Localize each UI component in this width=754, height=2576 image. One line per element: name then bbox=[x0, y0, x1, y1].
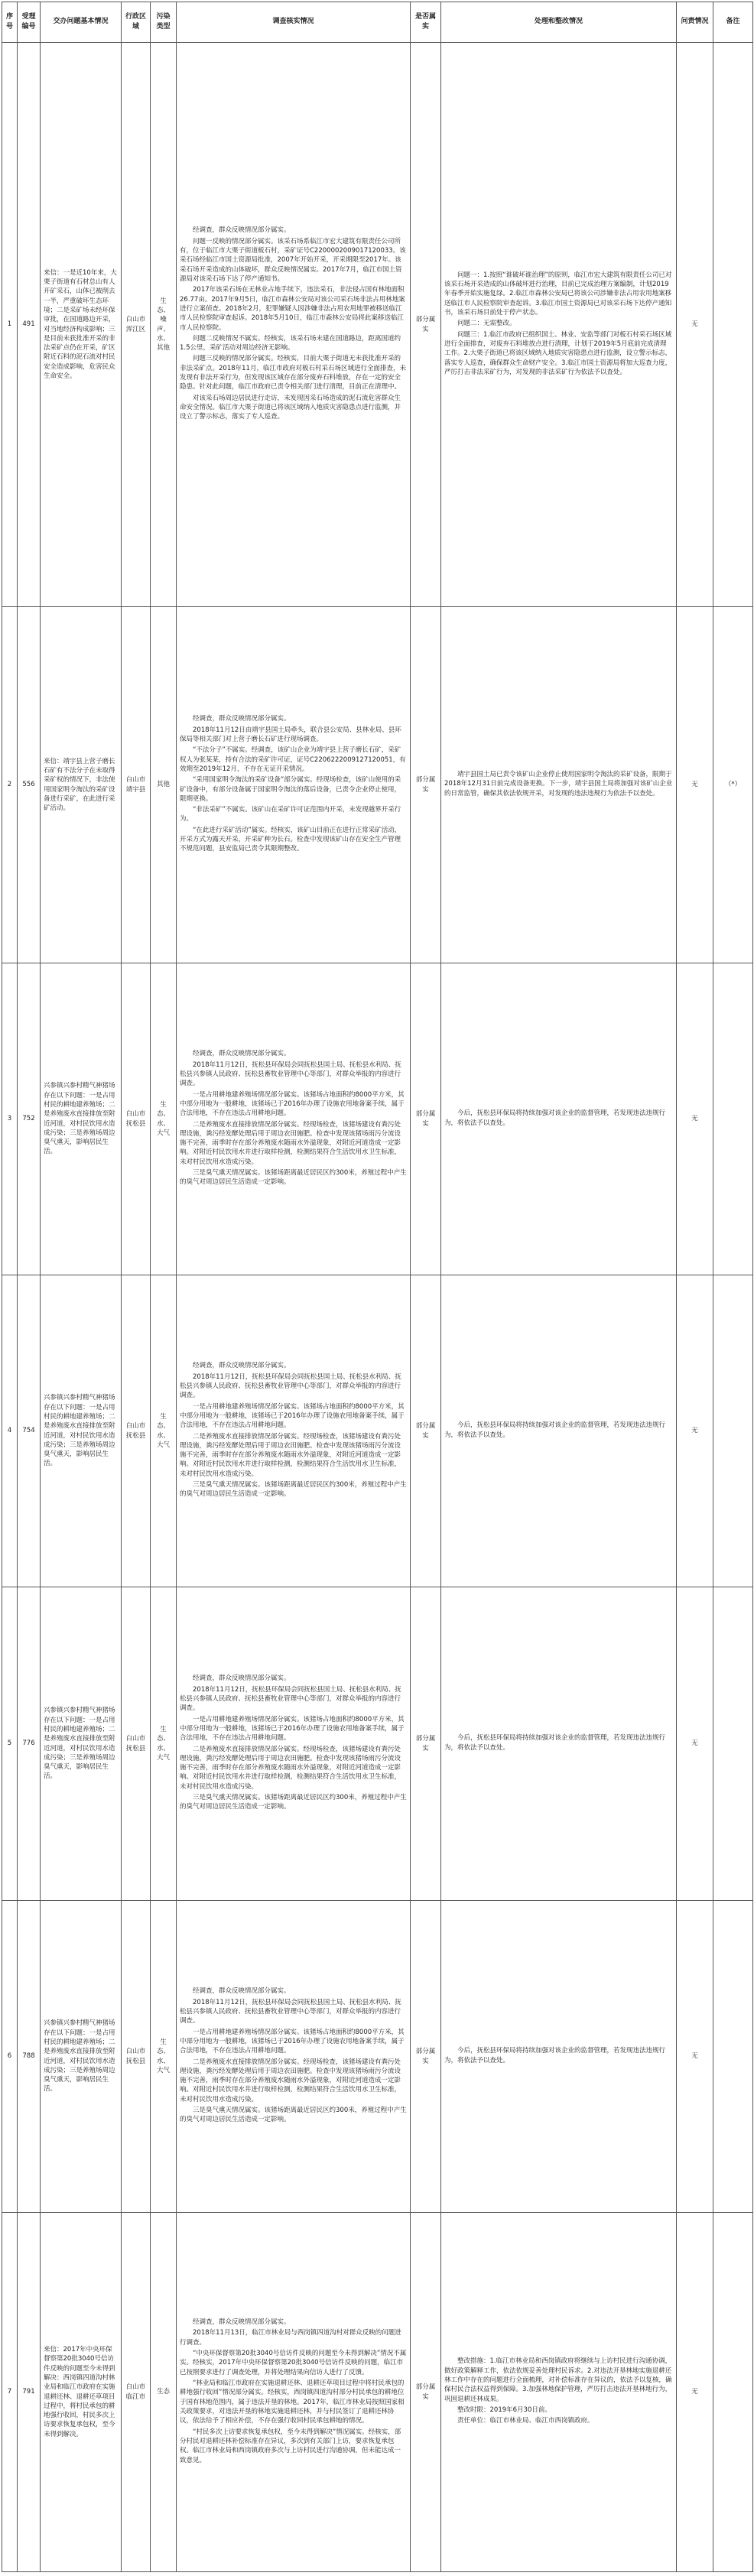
header-remark: 备注 bbox=[713, 2, 753, 43]
cell-accountability: 无 bbox=[677, 1275, 713, 1587]
cell-basic: 兴参镇兴参村精气神猪场存在以下问题：一是占用村民的耕地建养殖场；二是养殖废水直接排放至附近河道，对村民饮用水造成污染；三是养殖场周边臭气熏天，影响居民生活。 bbox=[41, 1275, 122, 1587]
cell-region: 白山市抚松县 bbox=[122, 1587, 151, 1901]
table-row bbox=[2, 2213, 753, 2572]
cell-basic: 来信：2017年中央环保督察第20批3040号信访件反映的问题至今未得到解决：西岗镇四道沟村林业局和临江市政府在实施退耕还林、退耕还草项目过程中，将村民承包的耕地强行收回，村民多次上访要求恢复承包权，至今未得到解决。 bbox=[41, 2213, 122, 2572]
cell-investigation bbox=[177, 43, 411, 607]
cell-remark bbox=[713, 963, 753, 1275]
cell-region: 白山市浑江区 bbox=[122, 43, 151, 607]
cell-seq: 4 bbox=[2, 1275, 18, 1587]
investigation-paragraph: 对该采石场周边居民进行走访，未发现因采石场造成的泥石流危害群众生命安全情况。临江市大栗子街道已将该区域纳入地质灾害隐患点进行监测，并设立了警示标志，落实了专人巡查。 bbox=[180, 394, 401, 421]
investigation-paragraph: “林业局和临江市政府在实施退耕还林、退耕还草项目过程中将村民承包的耕地强行收回”情况部分属实。经核实，西岗镇四道沟村部分村民承包的耕地位于国有林地范围内，属于违法开垦的林地。2017年，临江市林业局按照国家相关政策要求，对违法开垦的林地实施退耕还林，并与村民签订了退耕还林协议，依法给予了相应补偿，不存在强行收回村民承包耕地的情况。 bbox=[180, 2379, 405, 2425]
investigation-paragraph: “中央环保督察第20批3040号信访件反映的问题至今未得到解决”情况不属实。经核实，2017年中央环保督察第20批3040号信访件反映的问题，临江市已按照要求进行了调查处理，并将处理结果向信访人进行了反馈。 bbox=[180, 2350, 407, 2376]
cell-seq: 2 bbox=[2, 607, 18, 963]
cell-handling bbox=[441, 2213, 677, 2572]
cell-handling bbox=[441, 43, 677, 607]
cell-handling bbox=[441, 1587, 677, 1901]
investigation-paragraph: 一是占用耕地建养殖场情况部分属实。该猪场占地面积约8000平方米，其中部分用地为一般耕地，该猪场已于2016年办理了设施农用地备案手续，属于合法用地，不存在违法占用耕地问题。 bbox=[180, 1402, 405, 1430]
investigation-paragraph: 2018年11月12日，抚松县环保局会同抚松县国土局、抚松县水利局、抚松县兴参镇人民政府、抚松县畜牧业管理中心等部门，对群众举报的内容进行调查。 bbox=[180, 1685, 401, 1713]
cell-basic: 兴参镇兴参村精气神猪场存在以下问题：一是占用村民的耕地建养殖场；二是养殖废水直接排放至附近河道，对村民饮用水造成污染；三是养殖场周边臭气熏天，影响居民生活。 bbox=[41, 1587, 122, 1901]
investigation-paragraph: 经调查，群众反映情况部分属实。 bbox=[193, 1050, 291, 1058]
cell-seq: 6 bbox=[2, 1901, 18, 2213]
cell-remark bbox=[713, 1275, 753, 1587]
investigation-paragraph: 三是臭气熏天情况属实。该猪场距离最近居民区约300米，养殖过程中产生的臭气对周边居民生活造成一定影响。 bbox=[180, 2107, 407, 2124]
table-row bbox=[2, 1587, 753, 1901]
handling-paragraph: 问题一：1.按照“谁破坏谁治理”的原则，临江市宏大建筑有限责任公司已对该采石场开采造成的山体破坏进行治理，目前已完成治理方案编制，计划2019年春季开始实施复绿。2.临江市森林公安局已将该公司涉嫌非法占用农用地案移送临江市人民检察院审查起诉。3.临江市国土资源局已对该采石场下达停产通知书，该采石场目前处于停产状态。 bbox=[444, 271, 672, 317]
cell-accountability: 无 bbox=[677, 1587, 713, 1901]
investigation-paragraph: “村民多次上访要求恢复承包权，至今未得到解决”情况属实。经核实，部分村民对退耕还林补偿标准存在异议，多次到有关部门上访，要求恢复承包权。临江市林业局和西岗镇政府多次与上访村民进行沟通协调，但未能达成一致意见。 bbox=[180, 2428, 401, 2464]
cell-id: 788 bbox=[18, 1901, 41, 2213]
cell-seq: 3 bbox=[2, 963, 18, 1275]
table-row bbox=[2, 1275, 753, 1587]
investigation-paragraph: “在此进行采矿活动”属实。经核实，该矿山目前正在进行正常采矿活动，开采方式为露天开采，开采矿种为长石。检查中发现该矿山存在安全生产管理不规范问题，县安监局已责令其限期整改。 bbox=[180, 826, 401, 853]
cell-accountability: 无 bbox=[677, 43, 713, 607]
cell-region: 白山市抚松县 bbox=[122, 963, 151, 1275]
investigation-paragraph: 三是臭气熏天情况属实。该猪场距离最近居民区约300米，养殖过程中产生的臭气对周边居民生活造成一定影响。 bbox=[180, 1169, 407, 1187]
investigation-paragraph: 二是养殖废水直接排放情况部分属实。经现场检查，该猪场建设有粪污处理设施，粪污经发酵处理后用于周边农田施肥。检查中发现该猪场雨污分流设施不完善，雨季时存在部分养殖废水随雨水外溢现象，对附近河道造成一定影响。对附近村民饮用水井进行取样检测，检测结果符合生活饮用水卫生标准，未对村民饮用水造成污染。 bbox=[180, 1120, 401, 1166]
investigation-paragraph: 2018年11月12日，抚松县环保局会同抚松县国土局、抚松县水利局、抚松县兴参镇人民政府、抚松县畜牧业管理中心等部门，对群众举报的内容进行调查。 bbox=[180, 1998, 401, 2025]
cell-basic: 兴参镇兴参村精气神猪场存在以下问题：一是占用村民的耕地建养殖场；二是养殖废水直接排放至附近河道，对村民饮用水造成污染；三是养殖场周边臭气熏天，影响居民生活。 bbox=[41, 963, 122, 1275]
cell-basic: 来信：一是近10年来，大栗子街道有石材总山有人开矿采石，山体已被削去一半，严重破坏生态环境；二是采矿场未经环保审批，在国道路边开采，对当地经济构成影响；三是目前未获批准开采的非法采矿点仍在开采，矿区附近石料的泥石流对村民安全造成影响，危害民众生命安全。 bbox=[41, 43, 122, 607]
investigation-paragraph: 2017年该采石场在无林业占地手续下，违法采石，非法侵占国有林地面积26.77亩。2017年9月5日，临江市森林公安局对该公司采石场非法占用林地案进行立案侦查。2018年2月，犯罪嫌疑人因涉嫌非法占用农用地罪被移送临江市人民检察院审查起诉。2018年5月10日，临江市森林公安局将此案移送临江市人民检察院。 bbox=[180, 286, 405, 332]
cell-region: 白山市靖宇县 bbox=[122, 607, 151, 963]
table-header-row bbox=[2, 2, 753, 43]
investigation-paragraph: 二是养殖废水直接排放情况部分属实。经现场检查，该猪场建设有粪污处理设施，粪污经发酵处理后用于周边农田施肥。检查中发现该猪场雨污分流设施不完善，雨季时存在部分养殖废水随雨水外溢现象，对附近河道造成一定影响。对附近村民饮用水井进行取样检测，检测结果符合生活饮用水卫生标准，未对村民饮用水造成污染。 bbox=[180, 1432, 401, 1478]
cell-id: 754 bbox=[18, 1275, 41, 1587]
handling-paragraph: 靖宇县国土局已责令该矿山企业停止使用国家明令淘汰的采矿设备，限期于2018年12月31日前完成设备更换。下一步，靖宇县国土局将加强对该矿山企业的日常监管，确保其依法依规开采，对发现的违法违规行为依法予以查处。 bbox=[444, 771, 673, 797]
investigation-paragraph: 经调查，群众反映情况部分属实。 bbox=[193, 715, 291, 723]
cell-remark bbox=[713, 43, 753, 607]
cell-pollution: 生态、水、大气 bbox=[151, 963, 177, 1275]
investigation-paragraph: “采用国家明令淘汰的采矿设备”部分属实。经现场检查，该矿山使用的采矿设备中，有部分设备属于国家明令淘汰的落后设备，已责令企业停止使用，限期更换。 bbox=[180, 776, 401, 803]
handling-paragraph: 整改措施：1.临江市林业局和西岗镇政府将继续与上访村民进行沟通协调，做好政策解释工作，依法依规妥善处理村民诉求。2.对违法开垦林地实施退耕还林工作中存在的问题进行全面梳理，对补偿标准存在异议的，依法予以复核，确保村民合法权益得到保障。3.加强林地保护管理，严厉打击违法开垦林地行为，巩固退耕还林成果。 bbox=[444, 2357, 672, 2403]
cell-verify: 部分属实 bbox=[411, 2213, 441, 2572]
header-region: 行政区域 bbox=[122, 2, 151, 43]
cell-seq: 7 bbox=[2, 2213, 18, 2572]
cell-remark bbox=[713, 1587, 753, 1901]
handling-paragraph: 责任单位：临江市林业局、临江市西岗镇政府。 bbox=[457, 2417, 594, 2425]
cell-handling bbox=[441, 607, 677, 963]
header-verify: 是否属实 bbox=[411, 2, 441, 43]
cell-handling bbox=[441, 963, 677, 1275]
header-accountability: 问责情况 bbox=[677, 2, 713, 43]
investigation-paragraph: 二是养殖废水直接排放情况部分属实。经现场检查，该猪场建设有粪污处理设施，粪污经发酵处理后用于周边农田施肥。检查中发现该猪场雨污分流设施不完善，雨季时存在部分养殖废水随雨水外溢现象，对附近河道造成一定影响。对附近村民饮用水井进行取样检测，检测结果符合生活饮用水卫生标准，未对村民饮用水造成污染。 bbox=[180, 2058, 401, 2103]
cell-investigation bbox=[177, 1587, 411, 1901]
investigation-paragraph: 一是占用耕地建养殖场情况部分属实。该猪场占地面积约8000平方米，其中部分用地为一般耕地，该猪场已于2016年办理了设施农用地备案手续，属于合法用地，不存在违法占用耕地问题。 bbox=[180, 1090, 405, 1118]
handling-paragraph: 问题三：1.临江市政府已组织国土、林业、安监等部门对板石村采石场区域进行全面排查，对废弃石料堆放点进行清理，计划于2019年5月底前完成清理工作。2.大栗子街道已将该区域纳入地质灾害隐患点进行监测，设立警示标志，落实专人巡查，确保群众生命财产安全。3.临江市国土资源局将加大巡查力度，严厉打击非法采矿行为，对发现的非法采矿行为依法予以查处。 bbox=[444, 330, 672, 376]
cell-remark: （*） bbox=[713, 607, 753, 963]
cell-basic: 来信：靖宇县上营子磨长石矿有不法分子在未取得采矿权的情况下，非法使用国家明令淘汰的采矿设备进行采矿，在此进行采矿活动。 bbox=[41, 607, 122, 963]
cell-id: 556 bbox=[18, 607, 41, 963]
investigation-paragraph: 问题一反映的情况部分属实。该采石场系临江市宏大建筑有限责任公司所有，位于临江市大栗子街道板石村，采矿证号C2200002009017120033。该采石场经临江市国土资源局批准，2007年开始开采，开采期限至2017年。该采石场开采造成的山体破坏，群众反映情况属实。2017年7月，临江市国土资源局对该采石场下达了停产通知书。 bbox=[180, 237, 406, 283]
cell-handling bbox=[441, 1275, 677, 1587]
cell-verify: 部分属实 bbox=[411, 607, 441, 963]
investigation-paragraph: 一是占用耕地建养殖场情况部分属实。该猪场占地面积约8000平方米，其中部分用地为一般耕地，该猪场已于2016年办理了设施农用地备案手续，属于合法用地，不存在违法占用耕地问题。 bbox=[180, 2028, 405, 2055]
cell-investigation bbox=[177, 1275, 411, 1587]
investigation-paragraph: 经调查，群众反映情况部分属实。 bbox=[193, 1675, 291, 1683]
handling-paragraph: 今后，抚松县环保局将持续加强对该企业的监督管理，若发现违法违规行为，将依法予以查处。 bbox=[444, 1734, 666, 1752]
header-handling: 处理和整改情况 bbox=[441, 2, 677, 43]
table-row bbox=[2, 963, 753, 1275]
table-row bbox=[2, 1901, 753, 2213]
cell-id: 752 bbox=[18, 963, 41, 1275]
cell-verify: 部分属实 bbox=[411, 1587, 441, 1901]
investigation-paragraph: 经调查，群众反映情况部分属实。 bbox=[193, 2318, 291, 2327]
cell-accountability: 无 bbox=[677, 1901, 713, 2213]
cell-basic: 兴参镇兴参村精气神猪场存在以下问题：一是占用村民的耕地建养殖场；二是养殖废水直接排放至附近河道，对村民饮用水造成污染；三是养殖场周边臭气熏天，影响居民生活。 bbox=[41, 1901, 122, 2213]
header-id: 受理编号 bbox=[18, 2, 41, 43]
cell-accountability: 无 bbox=[677, 963, 713, 1275]
cell-id: 776 bbox=[18, 1587, 41, 1901]
investigation-paragraph: 经调查，群众反映情况部分属实。 bbox=[193, 1362, 291, 1370]
handling-paragraph: 整改时限：2019年6月30日前。 bbox=[457, 2405, 551, 2414]
header-basic: 交办问题基本情况 bbox=[41, 2, 122, 43]
handling-paragraph: 今后，抚松县环保局将持续加强对该企业的监督管理，若发现违法违规行为，将依法予以查处。 bbox=[444, 2047, 666, 2064]
investigation-paragraph: 一是占用耕地建养殖场情况部分属实。该猪场占地面积约8000平方米，其中部分用地为一般耕地，该猪场已于2016年办理了设施农用地备案手续，属于合法用地，不存在违法占用耕地问题。 bbox=[180, 1715, 405, 1743]
cell-pollution: 生态、噪声、水、其他 bbox=[151, 43, 177, 607]
table-row bbox=[2, 43, 753, 607]
cell-pollution: 生态、水、大气 bbox=[151, 1587, 177, 1901]
cell-pollution: 生态 bbox=[151, 2213, 177, 2572]
cell-investigation bbox=[177, 607, 411, 963]
cell-pollution: 生态、水、大气 bbox=[151, 1275, 177, 1587]
handling-paragraph: 问题二：无需整改。 bbox=[457, 320, 516, 328]
investigation-paragraph: 经调查，群众反映情况部分属实。 bbox=[193, 226, 291, 235]
cell-accountability: 无 bbox=[677, 2213, 713, 2572]
investigation-paragraph: 2018年11月12日由靖宇县国土局牵头，联合县公安局、县林业局、县环保局等相关部门对上营子磨长石矿进行现场调查。 bbox=[180, 726, 401, 743]
investigation-paragraph: 2018年11月12日，抚松县环保局会同抚松县国土局、抚松县水利局、抚松县兴参镇人民政府、抚松县畜牧业管理中心等部门，对群众举报的内容进行调查。 bbox=[180, 1061, 401, 1088]
investigation-paragraph: “不法分子”不属实。经调查，该矿山企业为靖宇县上营子磨长石矿，采矿权人为张某某，持有合法的采矿许可证，证号C2206222009127120051，有效期至2019年12月，不存在无证开采情况。 bbox=[180, 746, 406, 773]
report-table bbox=[2, 2, 753, 2572]
cell-investigation bbox=[177, 1901, 411, 2213]
cell-verify: 部分属实 bbox=[411, 43, 441, 607]
cell-region: 白山市抚松县 bbox=[122, 1901, 151, 2213]
cell-accountability: 无 bbox=[677, 607, 713, 963]
investigation-paragraph: 问题二反映情况不属实。经核实，该采石场未建在国道路边，距离国道约1.5公里，采矿活动对周边经济无影响。 bbox=[180, 334, 401, 352]
investigation-paragraph: 经调查，群众反映情况部分属实。 bbox=[193, 1987, 291, 1996]
investigation-paragraph: 二是养殖废水直接排放情况部分属实。经现场检查，该猪场建设有粪污处理设施，粪污经发酵处理后用于周边农田施肥。检查中发现该猪场雨污分流设施不完善，雨季时存在部分养殖废水随雨水外溢现象，对附近河道造成一定影响。对附近村民饮用水井进行取样检测，检测结果符合生活饮用水卫生标准，未对村民饮用水造成污染。 bbox=[180, 1745, 401, 1791]
investigation-paragraph: 2018年11月13日，临江市林业局与西岗镇四道沟村对群众反映的问题进行调查。 bbox=[180, 2329, 401, 2347]
header-seq: 序号 bbox=[2, 2, 18, 43]
table-row bbox=[2, 607, 753, 963]
cell-handling bbox=[441, 1901, 677, 2213]
investigation-paragraph: “非法采矿”不属实。该矿山在采矿许可证范围内开采，未发现越界开采行为。 bbox=[180, 806, 401, 823]
investigation-paragraph: 三是臭气熏天情况属实。该猪场距离最近居民区约300米，养殖过程中产生的臭气对周边居民生活造成一定影响。 bbox=[180, 1481, 407, 1499]
investigation-paragraph: 问题三反映的情况部分属实。经核实，目前大栗子街道无未获批准开采的非法采矿点。2018年11月，临江市政府对板石村采石场区域进行全面排查，未发现有非法开采行为，但发现该区域存在部分废弃石料堆放，存在一定的安全隐患。针对此问题，临江市政府已责令相关部门进行清理，目前正在清理中。 bbox=[180, 355, 406, 391]
handling-paragraph: 今后，抚松县环保局将持续加强对该企业的监督管理，若发现违法违规行为，将依法予以查处。 bbox=[444, 1109, 666, 1127]
cell-pollution: 其他 bbox=[151, 607, 177, 963]
header-investigation: 调查核实情况 bbox=[177, 2, 411, 43]
investigation-paragraph: 三是臭气熏天情况属实。该猪场距离最近居民区约300米，养殖过程中产生的臭气对周边居民生活造成一定影响。 bbox=[180, 1794, 407, 1811]
cell-seq: 1 bbox=[2, 43, 18, 607]
cell-remark bbox=[713, 1901, 753, 2213]
cell-region: 白山市临江市 bbox=[122, 2213, 151, 2572]
cell-verify: 部分属实 bbox=[411, 963, 441, 1275]
handling-paragraph: 今后，抚松县环保局将持续加强对该企业的监督管理，若发现违法违规行为，将依法予以查处。 bbox=[444, 1421, 666, 1439]
cell-remark bbox=[713, 2213, 753, 2572]
investigation-paragraph: 2018年11月12日，抚松县环保局会同抚松县国土局、抚松县水利局、抚松县兴参镇人民政府、抚松县畜牧业管理中心等部门，对群众举报的内容进行调查。 bbox=[180, 1372, 401, 1400]
cell-investigation bbox=[177, 2213, 411, 2572]
cell-id: 791 bbox=[18, 2213, 41, 2572]
cell-pollution: 生态、水、大气 bbox=[151, 1901, 177, 2213]
cell-region: 白山市抚松县 bbox=[122, 1275, 151, 1587]
cell-verify: 部分属实 bbox=[411, 1275, 441, 1587]
cell-investigation bbox=[177, 963, 411, 1275]
header-pollution: 污染类型 bbox=[151, 2, 177, 43]
cell-id: 491 bbox=[18, 43, 41, 607]
cell-seq: 5 bbox=[2, 1587, 18, 1901]
cell-verify: 部分属实 bbox=[411, 1901, 441, 2213]
